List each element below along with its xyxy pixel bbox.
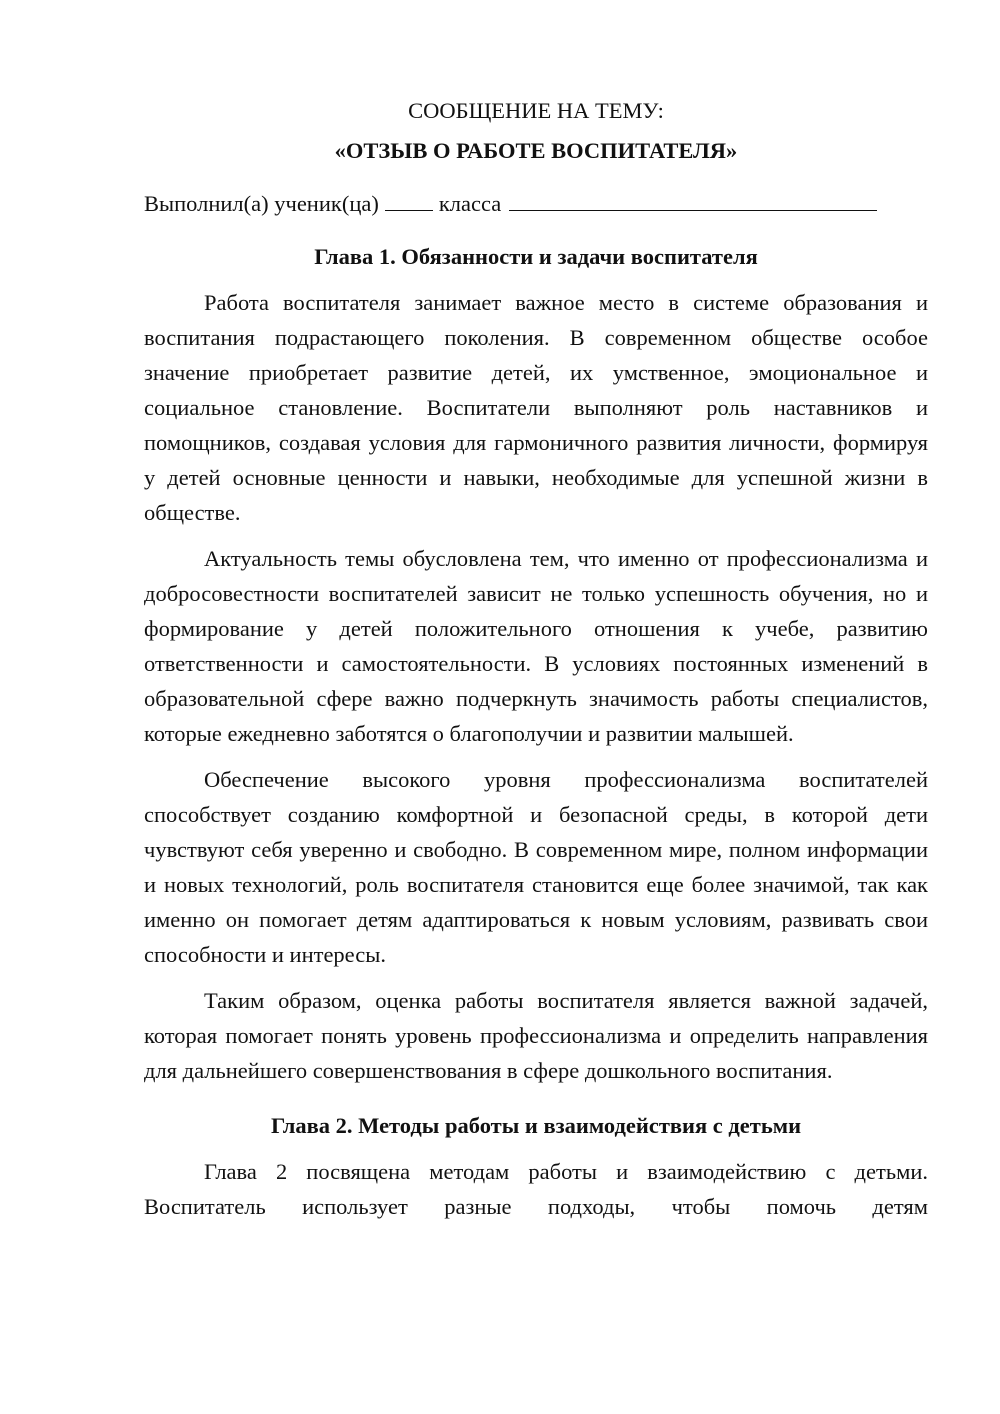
- chapter-1-paragraph: Работа воспитателя занимает важное место в системе образования и воспитания подрастающего поколения. В современном обществе особое значение приобретает развитие детей, их умственное, эмоциональное и социальное становление. Воспитатели выполняют роль наставников и помощников, создавая условия для гармоничного развития личности, формируя у детей основные ценности и навыки, необходимые для успешной жизни в обществе.: [144, 290, 928, 525]
- class-blank-field: [509, 188, 877, 211]
- author-line: [144, 186, 928, 221]
- class-label: класса: [438, 191, 502, 216]
- chapter-1-paragraph: Обеспечение высокого уровня профессионализма воспитателей способствует созданию комфортной и безопасной среды, в которой дети чувствуют себя уверенно и свободно. В современном мире, полном информации и новых технологий, роль воспитателя становится еще более значимой, так как именно он помогает детям адаптироваться к новым условиям, развивать свои способности и интересы.: [144, 767, 928, 967]
- author-label: Выполнил(а) ученик(ца): [144, 191, 379, 216]
- chapter-1-paragraph: Актуальность темы обусловлена тем, что именно от профессионализма и добросовестности воспитателей зависит не только успешность обучения, но и формирование у детей положительного отношения к учебе, развитию ответственности и самостоятельности. В условиях постоянных изменений в образовательной сфере важно подчеркнуть значимость работы специалистов, которые ежедневно заботятся о благополучии и развитии малышей.: [144, 546, 928, 746]
- chapter-1-paragraph: Таким образом, оценка работы воспитателя является важной задачей, которая помогает понять уровень профессионализма и определить направления для дальнейшего совершенствования в сфере дошкольного воспитания.: [144, 988, 928, 1083]
- chapter-2-heading: Глава 2. Методы работы и взаимодействия с детьми: [270, 1113, 802, 1138]
- document-subtitle: «ОТЗЫВ О РАБОТЕ ВОСПИТАТЕЛЯ»: [334, 138, 738, 163]
- document-content: [144, 93, 928, 1235]
- grade-blank-field: [385, 188, 433, 211]
- document-title: СООБЩЕНИЕ НА ТЕМУ:: [408, 98, 664, 123]
- chapter-1-heading: Глава 1. Обязанности и задачи воспитателя: [314, 244, 758, 269]
- chapter-2-paragraph: Глава 2 посвящена методам работы и взаимодействию с детьми. Воспитатель использует разные подходы, чтобы помочь детям: [144, 1159, 928, 1219]
